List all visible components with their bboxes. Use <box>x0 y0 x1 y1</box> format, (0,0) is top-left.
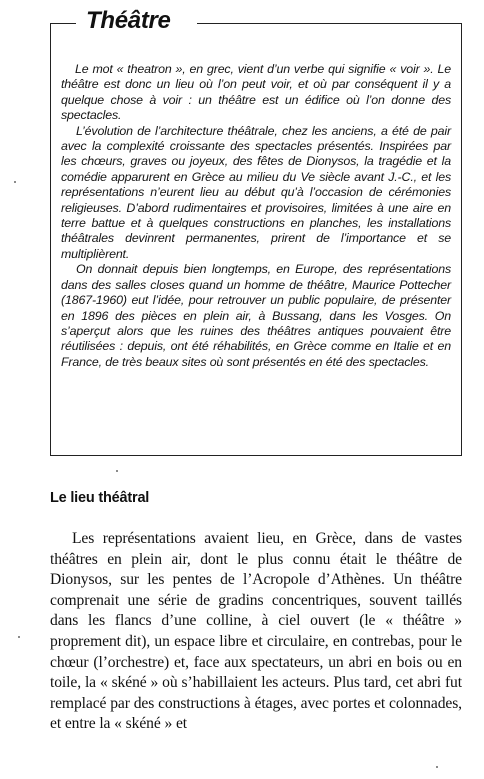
box-paragraph: Le mot « theatron », en grec, vient d’un verbe qui signifie « voir ». Le théâtre est donc un lieu où l’on peut voir, et où par conséquent il y a quelque chose à voir : un théâtre est un édifice où l’on donne des spectacles. <box>61 62 451 123</box>
body-text <box>50 529 462 735</box>
box-text <box>61 62 451 370</box>
box-paragraph: L’évolution de l’architecture théâtrale, chez les anciens, a été de pair avec la complexité croissante des spectacles présentés. Inspirées par les chœurs, graves ou joyeux, des fêtes de Dionysos, la tragédie et la comédie apparurent en Grèce au milieu du Ve siècle avant J.-C., et les représentations n’eurent lieu au début qu’à l’occasion de cérémonies religieuses. D’abord rudimentaires et provisoires, limitées à une aire en terre battue et à quelques constructions en planches, les installations théâtrales devinrent permanentes, prirent de l’importance et se multiplièrent. <box>61 123 451 261</box>
box-title: Théâtre <box>86 7 171 34</box>
scan-speck <box>116 470 118 472</box>
box-paragraph: On donnait depuis bien longtemps, en Europe, des représentations dans des salles closes quand un homme de théâtre, Maurice Pottecher (1867-1960) eut l’idée, pour retrouver un public populaire, de présenter en 1896 des pièces en plein air, à Bussang, dans les Vosges. On s’aperçut alors que les ruines des théâtres antiques pouvaient être réutilisées : depuis, ont été réhabilités, en Grèce comme en Italie et en France, de très beaux sites où sont présentés en été des spectacles. <box>61 262 451 369</box>
scan-speck <box>14 181 16 183</box>
body-paragraph: Les représentations avaient lieu, en Grèce, dans de vastes théâtres en plein air, dont le plus connu était le théâtre de Dionysos, sur les pentes de l’Acropole d’Athènes. Un théâtre comprenait une série de gradins concentriques, souvent taillés dans les flancs d’une colline, à ciel ouvert (le « théâtre » proprement dit), un espace libre et circulaire, en contrebas, pour le chœur (l’orchestre) et, face aux spectateurs, un abri en bois ou en toile, la « skéné » où s’habillaient les acteurs. Plus tard, cet abri fut remplacé par des constructions à étages, avec portes et colonnades, et entre la « skéné » et <box>50 530 462 733</box>
box-top-rule-left <box>50 23 76 24</box>
scan-speck <box>18 636 20 638</box>
section-title: Le lieu théâtral <box>50 490 150 506</box>
scan-speck <box>436 766 438 768</box>
box-top-rule-right <box>197 23 462 24</box>
